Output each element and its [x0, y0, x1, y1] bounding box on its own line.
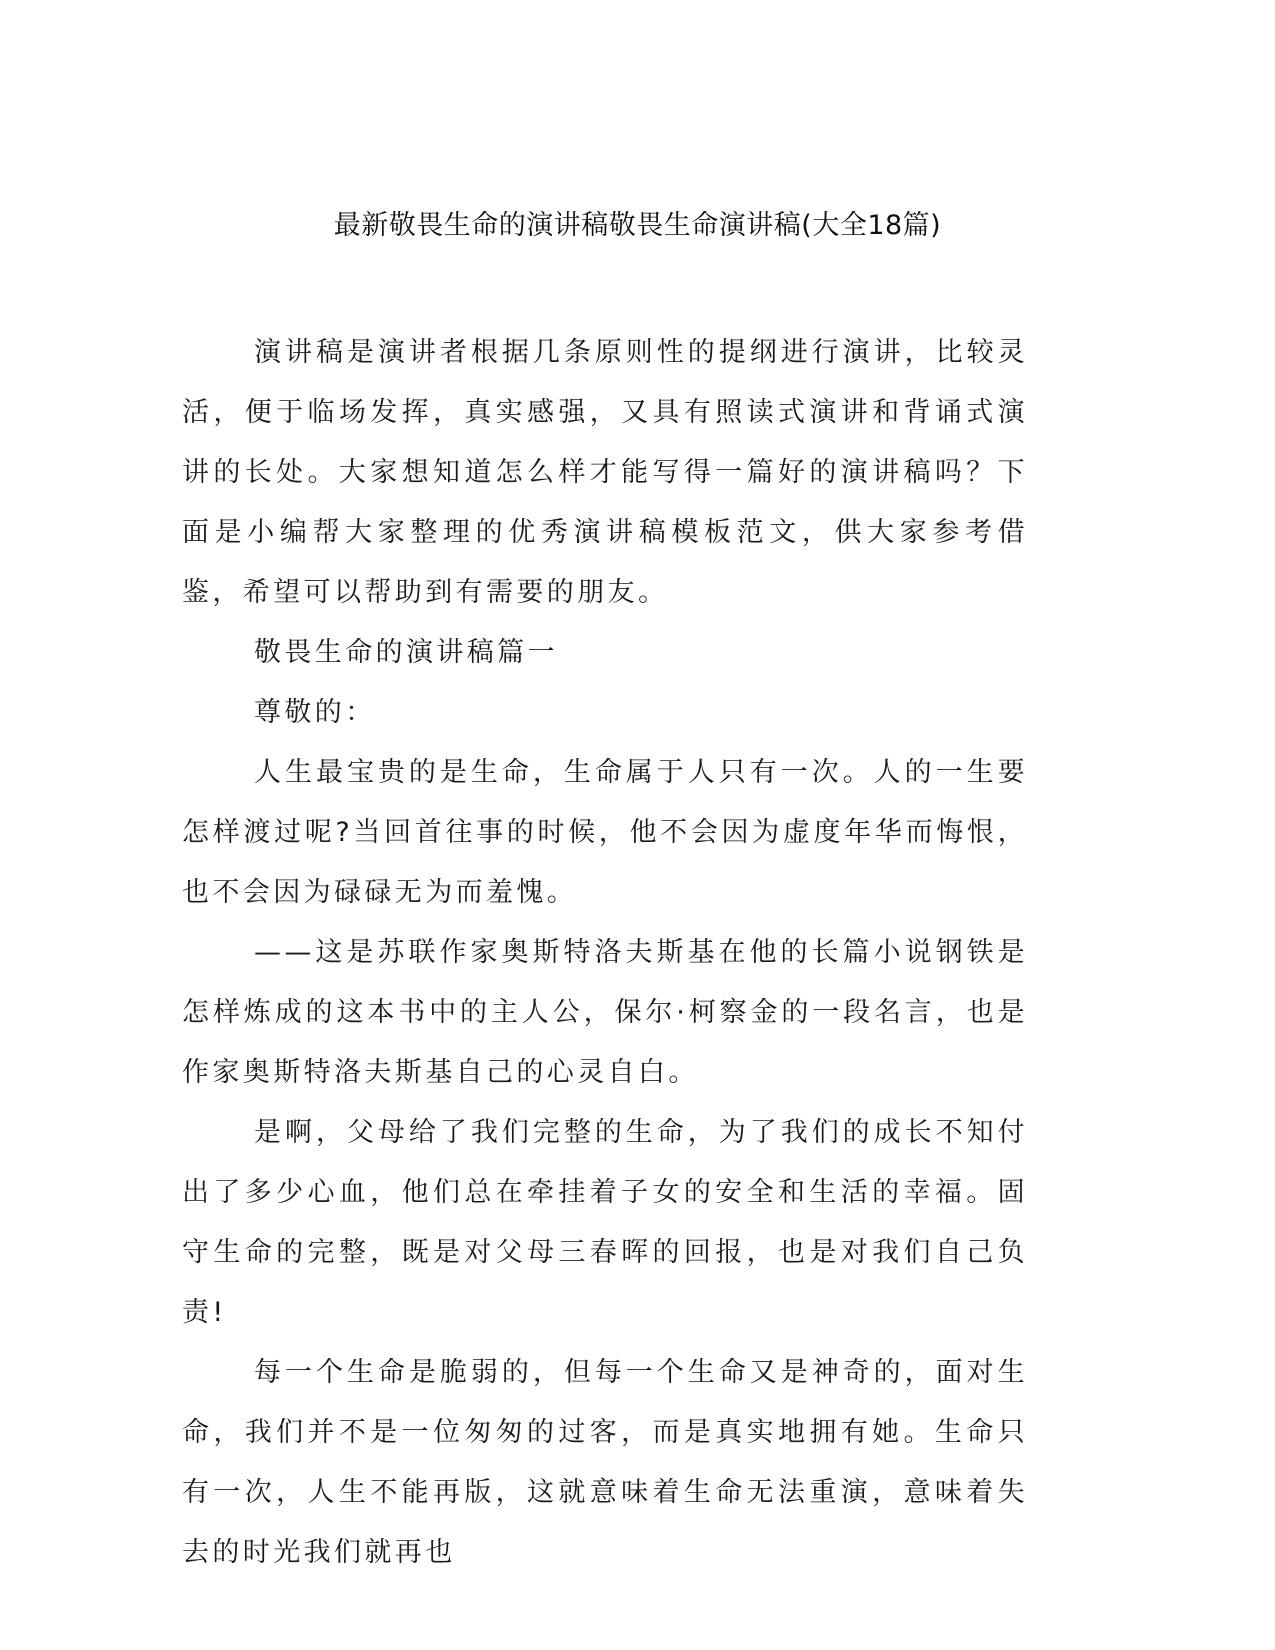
document-title: 最新敬畏生命的演讲稿敬畏生命演讲稿(大全18篇): [333, 210, 942, 241]
salutation: 尊敬的：: [254, 697, 376, 728]
document-body: [182, 323, 1028, 1583]
paragraph: 人生最宝贵的是生命，生命属于人只有一次。人的一生要怎样渡过呢?当回首往事的时候，他不会因为虚度年华而悔恨，也不会因为碌碌无为而羞愧。: [182, 757, 1028, 908]
paragraph: 是啊，父母给了我们完整的生命，为了我们的成长不知付出了多少心血，他们总在牵挂着子女的安全和生活的幸福。固守生命的完整，既是对父母三春晖的回报，也是对我们自己负责!: [182, 1117, 1028, 1328]
paragraph-intro: 演讲稿是演讲者根据几条原则性的提纲进行演讲，比较灵活，便于临场发挥，真实感强，又具有照读式演讲和背诵式演讲的长处。大家想知道怎么样才能写得一篇好的演讲稿吗？下面是小编帮大家整理的优秀演讲稿模板范文，供大家参考借鉴，希望可以帮助到有需要的朋友。: [182, 337, 1028, 608]
paragraph: 每一个生命是脆弱的，但每一个生命又是神奇的，面对生命，我们并不是一位匆匆的过客，而是真实地拥有她。生命只有一次，人生不能再版，这就意味着生命无法重演，意味着失去的时光我们就再也: [182, 1357, 1028, 1568]
paragraph-quote-attribution: ——这是苏联作家奥斯特洛夫斯基在他的长篇小说钢铁是怎样炼成的这本书中的主人公，保尔·柯察金的一段名言，也是作家奥斯特洛夫斯基自己的心灵自白。: [182, 937, 1028, 1088]
section-heading: 敬畏生命的演讲稿篇一: [254, 637, 558, 668]
